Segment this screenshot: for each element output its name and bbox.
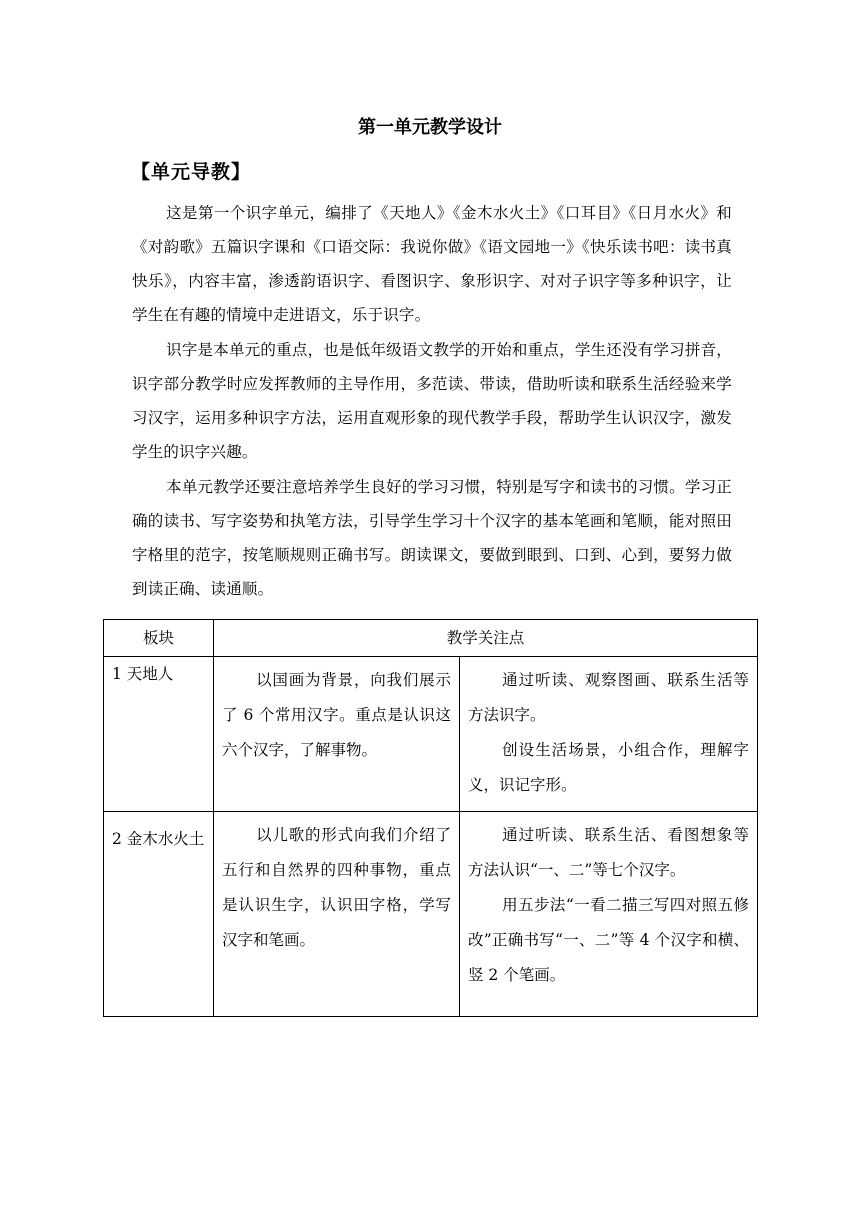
row-description — [214, 812, 460, 1017]
header-focus: 教学关注点 — [214, 620, 758, 657]
row-methods — [460, 657, 758, 812]
teaching-focus-table — [103, 619, 758, 1017]
table-row — [104, 812, 758, 1017]
table-row — [104, 657, 758, 812]
intro-paragraph: 这是第一个识字单元，编排了《天地人》《金木水火土》《口耳目》《日月水火》和《对韵歌》五篇识字课和《口语交际：我说你做》《语文园地一》《快乐读书吧：读书真快乐》，内容丰富，渗透韵语识字、看图识字、象形识字、对对子识字等多种识字，让学生在有趣的情境中走进语文，乐于识字。 — [132, 204, 732, 324]
description-text: 以国画为背景，向我们展示了 6 个常用汉字。重点是认识这六个汉字，了解事物。 — [222, 671, 451, 759]
description-text: 以儿歌的形式向我们介绍了五行和自然界的四种事物，重点是认识生字，认识田字格，学写汉字和笔画。 — [222, 826, 451, 949]
method-text: 通过听读、观察图画、联系生活等方法识字。 — [468, 671, 750, 724]
intro-text — [132, 196, 732, 607]
header-block: 板块 — [104, 620, 214, 657]
row-block-label: 2 金木水火土 — [104, 812, 214, 1017]
document-title: 第一单元教学设计 — [358, 117, 502, 138]
row-methods — [460, 812, 758, 1017]
intro-paragraph: 识字是本单元的重点，也是低年级语文教学的开始和重点，学生还没有学习拼音，识字部分教学时应发挥教师的主导作用，多范读、带读，借助听读和联系生活经验来学习汉字，运用多种识字方法，运用直观形象的现代教学手段，帮助学生认识汉字，激发学生的识字兴趣。 — [132, 341, 732, 461]
intro-paragraph: 本单元教学还要注意培养学生良好的学习习惯，特别是写字和读书的习惯。学习正确的读书、写字姿势和执笔方法，引导学生学习十个汉字的基本笔画和笔顺，能对照田字格里的范字，按笔顺规则正确书写。朗读课文，要做到眼到、口到、心到，要努力做到读正确、读通顺。 — [132, 478, 732, 598]
row-block-label: 1 天地人 — [104, 657, 214, 812]
row-description — [214, 657, 460, 812]
method-text: 通过听读、联系生活、看图想象等方法认识“一、二”等七个汉字。 — [468, 826, 750, 879]
method-text: 用五步法“一看二描三写四对照五修改”正确书写“一、二”等 4 个汉字和横、竖 2 个笔画。 — [468, 896, 750, 984]
table-header-row — [104, 620, 758, 657]
section-heading: 【单元导教】 — [131, 161, 252, 183]
method-text: 创设生活场景，小组合作，理解字义，识记字形。 — [468, 741, 750, 794]
